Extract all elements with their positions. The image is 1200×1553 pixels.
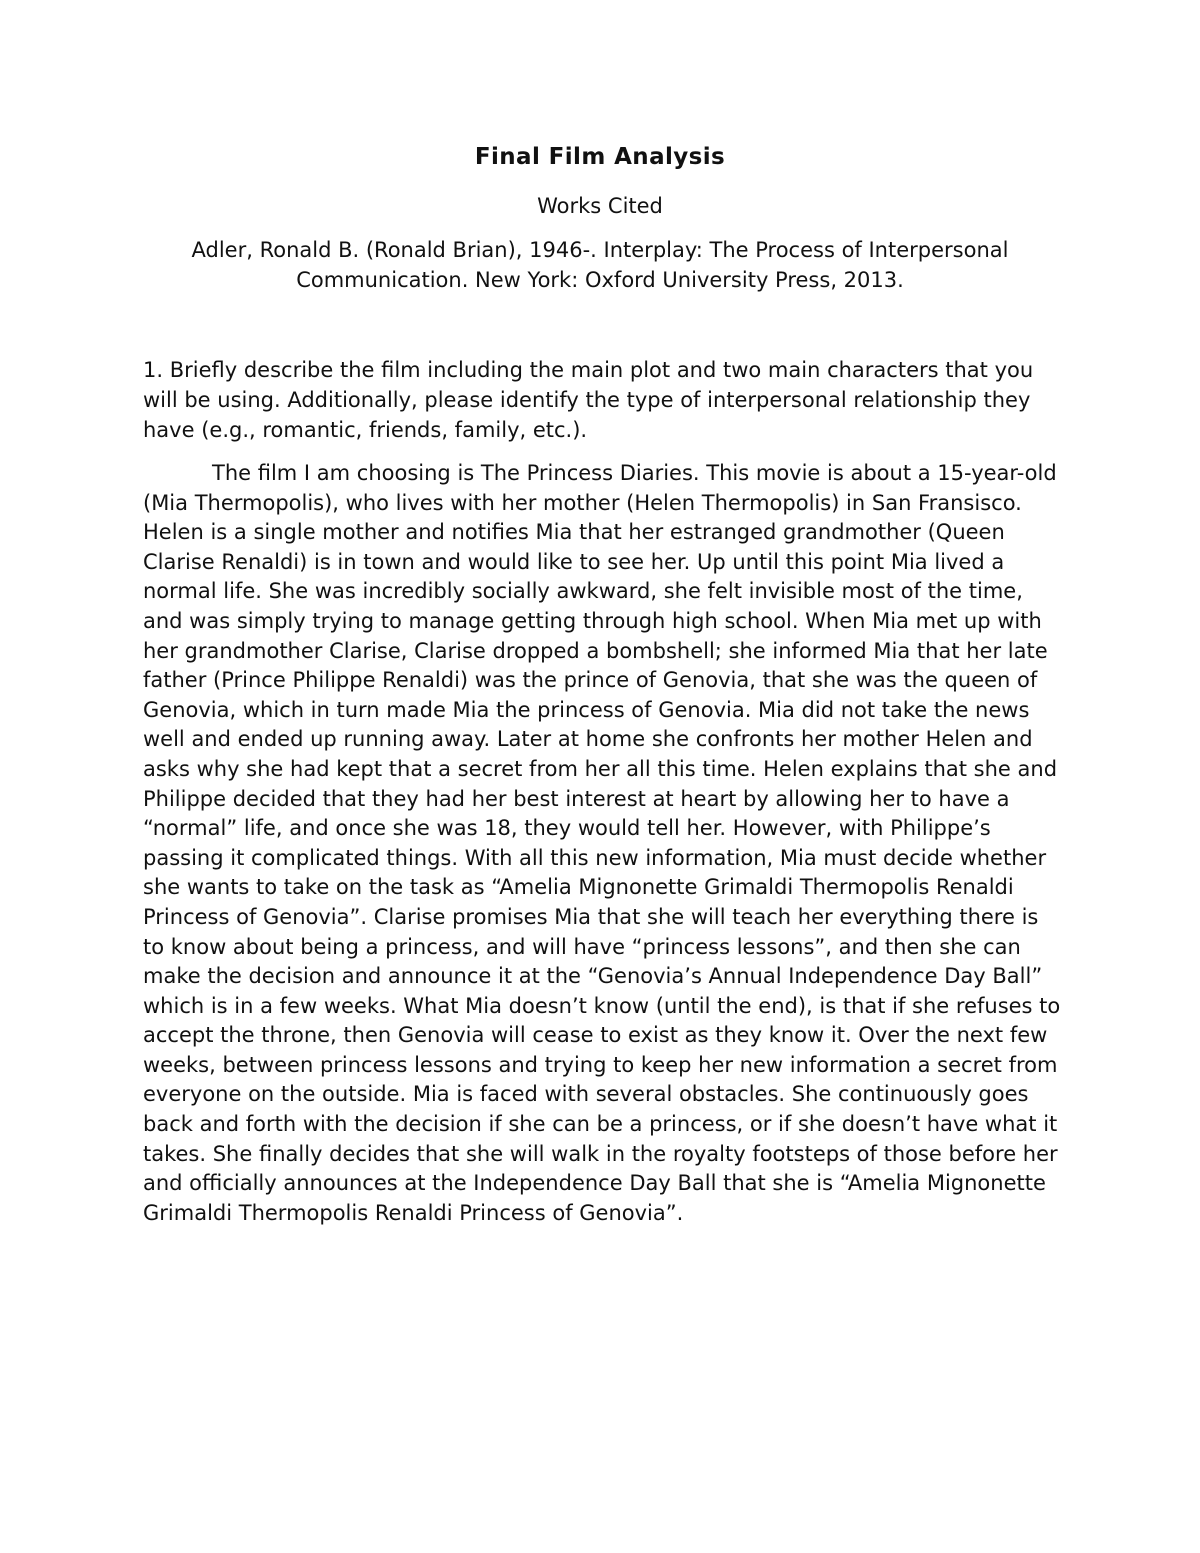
citation-entry: Adler, Ronald B. (Ronald Brian), 1946-. Interplay: The Process of Interpersonal Communication. New York: Oxford University Press, 2013. <box>191 238 1009 292</box>
question-prompt: 1. Briefly describe the film including the main plot and two main characters that you will be using. Additionally, please identify the type of interpersonal relationship they have (e.g., romantic, friends, family, etc.). <box>143 358 1034 442</box>
works-cited-heading: Works Cited <box>537 194 663 218</box>
document-title: Final Film Analysis <box>474 144 726 170</box>
answer-paragraph: The film I am choosing is The Princess Diaries. This movie is about a 15-year-old (Mia Thermopolis), who lives with her mother (Helen Thermopolis) in San Fransisco. Helen is a single mother and notifies Mia that her estranged grandmother (Queen Clarise Renaldi) is in town and would like to see her. Up until this point Mia lived a normal life. She was incredibly socially awkward, she felt invisible most of the time, and was simply trying to manage getting through high school. When Mia met up with her grandmother Clarise, Clarise dropped a bombshell; she informed Mia that her late father (Prince Philippe Renaldi) was the prince of Genovia, that she was the queen of Genovia, which in turn made Mia the princess of Genovia. Mia did not take the news well and ended up running away. Later at home she confronts her mother Helen and asks why she had kept that a secret from her all this time. Helen explains that she and Philippe decided that they had her best interest at heart by allowing her to have a “normal” life, and once she was 18, they would tell her. However, with Philippe’s passing it complicated things. With all this new information, Mia must decide whether she wants to take on the task as “Amelia Mignonette Grimaldi Thermopolis Renaldi Princess of Genovia”. Clarise promises Mia that she will teach her everything there is to know about being a princess, and will have “princess lessons”, and then she can make the decision and announce it at the “Genovia’s Annual Independence Day Ball” which is in a few weeks. What Mia doesn’t know (until the end), is that if she refuses to accept the throne, then Genovia will cease to exist as they know it. Over the next few weeks, between princess lessons and trying to keep her new information a secret from everyone on the outside. Mia is faced with several obstacles. She continuously goes back and forth with the decision if she can be a princess, or if she doesn’t have what it takes. She finally decides that she will walk in the royalty footsteps of those before her and officially announces at the Independence Day Ball that she is “Amelia Mignonette Grimaldi Thermopolis Renaldi Princess of Genovia”. <box>143 461 1061 1225</box>
